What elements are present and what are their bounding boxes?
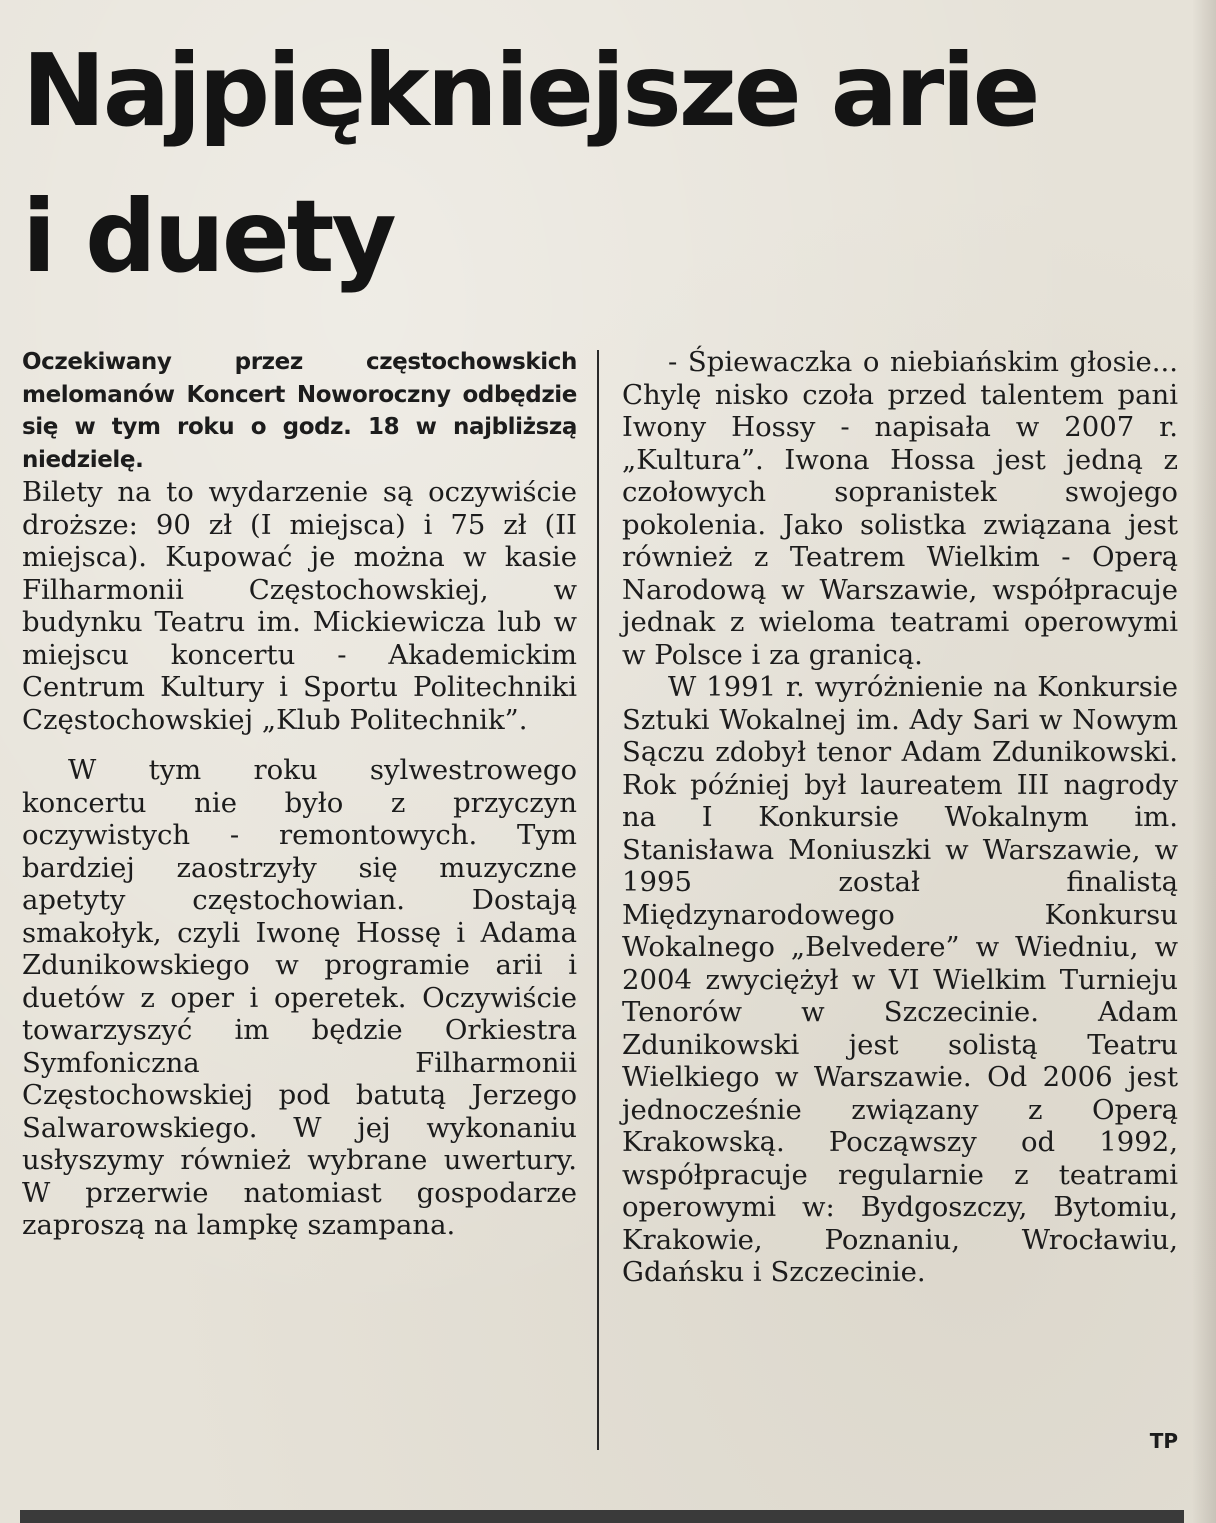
article-headline: [22, 18, 1037, 310]
article-lead: Oczekiwany przez częstochowskich melomanów Koncert Noworoczny odbędzie się w tym roku o godz. 18 w najbliższą niedzielę.: [22, 349, 577, 473]
headline-line-1: Najpiękniejsze arie: [22, 32, 1038, 149]
bottom-rule: [20, 1510, 1184, 1523]
page-edge-shadow: [1192, 0, 1216, 1523]
right-paragraph-1: - Śpiewaczka o niebiańskim głosie... Chylę nisko czoła przed talentem pani Iwony Hossy - napisała w 2007 r. „Kultura”. Iwona Hossa jest jedną z czołowych sopranistek swojego pokolenia. Jako solistka związana jest również z Teatrem Wielkim - Operą Narodową w Warszawie, współpracuje jednak z wieloma teatrami operowymi w Polsce i za granicą.: [622, 346, 1178, 671]
column-divider: [597, 350, 599, 1450]
right-column: [622, 346, 1178, 1289]
right-paragraph-2: W 1991 r. wyróżnienie na Konkursie Sztuki Wokalnej im. Ady Sari w Nowym Sączu zdobył tenor Adam Zdunikowski. Rok później był laureatem III nagrody na I Konkursie Wokalnym im. Stanisława Moniuszki w Warszawie, w 1995 został finalistą Międzynarodowego Konkursu Wokalnego „Belvedere” w Wiedniu, w 2004 zwyciężył w VI Wielkim Turnieju Tenorów w Szczecinie. Adam Zdunikowski jest solistą Teatru Wielkiego w Warszawie. Od 2006 jest jednocześnie związany z Operą Krakowską. Począwszy od 1992, współpracuje regularnie z teatrami operowymi w: Bydgoszczy, Bytomiu, Krakowie, Poznaniu, Wrocławiu, Gdańsku i Szczecinie.: [622, 671, 1178, 1288]
author-signature: TP: [1149, 1429, 1178, 1453]
left-paragraph-1: Bilety na to wydarzenie są oczywiście droższe: 90 zł (I miejsca) i 75 zł (II miejsca). Kupować je można w kasie Filharmonii Częstochowskiej, w budynku Teatru im. Mickiewicza lub w miejscu koncertu - Akademickim Centrum Kultury i Sportu Politechniki Częstochowskiej „Klub Politechnik”.: [22, 476, 577, 736]
left-paragraph-2: W tym roku sylwestrowego koncertu nie było z przyczyn oczywistych - remontowych. Tym bardziej zaostrzyły się muzyczne apetyty częstochowian. Dostają smakołyk, czyli Iwonę Hossę i Adama Zdunikowskiego w programie arii i duetów z oper i operetek. Oczywiście towarzyszyć im będzie Orkiestra Symfoniczna Filharmonii Częstochowskiej pod batutą Jerzego Salwarowskiego. W jej wykonaniu usłyszymy również wybrane uwertury. W przerwie natomiast gospodarze zaproszą na lampkę szampana.: [22, 754, 577, 1241]
left-column: [22, 346, 577, 1242]
headline-line-2: i duety: [22, 178, 394, 295]
